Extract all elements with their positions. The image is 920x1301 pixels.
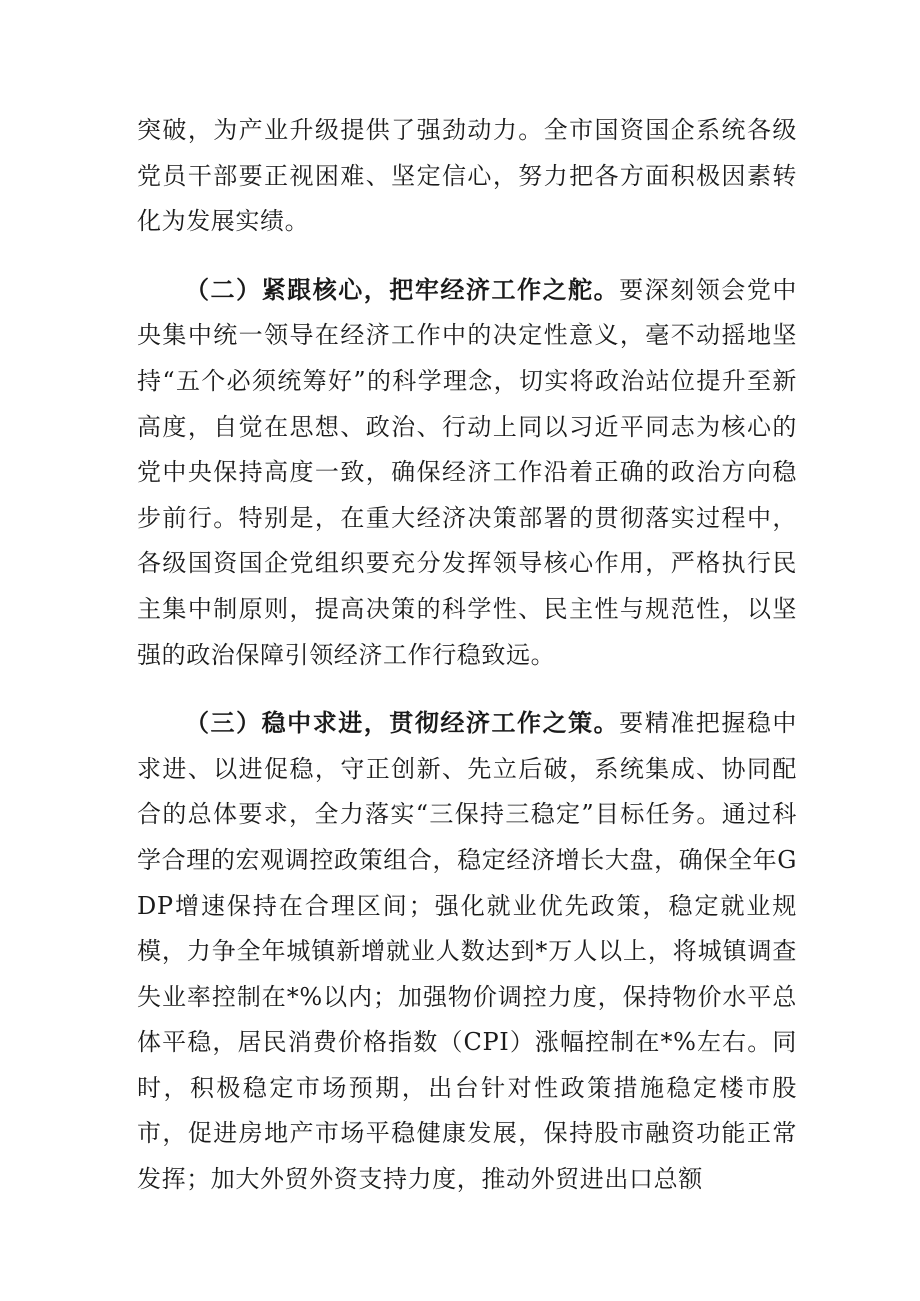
section-heading: （二）紧跟核心，把牢经济工作之舵。 [185,274,620,304]
paragraph-text: 突破，为产业升级提供了强劲动力。全市国资国企系统各级党员干部要正视困难、坚定信心，努力把各方面积极因素转化为发展实绩。 [137,116,797,236]
paragraph-section-three [137,700,797,1203]
document-page [137,108,797,1203]
paragraph-text: 要深刻领会党中央集中统一领导在经济工作中的决定性意义，毫不动摇地坚持“五个必须统筹好”的科学理念，切实将政治站位提升至新高度，自觉在思想、政治、行动上同以习近平同志为核心的党中央保持高度一致，确保经济工作沿着正确的政治方向稳步前行。特别是，在重大经济决策部署的贯彻落实过程中，各级国资国企党组织要充分发挥领导核心作用，严格执行民主集中制原则，提高决策的科学性、民主性与规范性，以坚强的政治保障引领经济工作行稳致远。 [137,275,798,669]
paragraph-continuation [137,108,797,245]
paragraph-text: 要精准把握稳中求进、以进促稳，守正创新、先立后破，系统集成、协同配合的总体要求，全力落实“三保持三稳定”目标任务。通过科学合理的宏观调控政策组合，稳定经济增长大盘，确保全年GDP增速保持在合理区间；强化就业优先政策，稳定就业规模，力争全年城镇新增就业人数达到*万人以上，将城镇调查失业率控制在*%以内；加强物价调控力度，保持物价水平总体平稳，居民消费价格指数（CPI）涨幅控制在*%左右。同时，积极稳定市场预期，出台针对性政策措施稳定楼市股市，促进房地产市场平稳健康发展，保持股市融资功能正常发挥；加大外贸外资支持力度，推动外贸进出口总额 [137,709,798,1194]
section-heading: （三）稳中求进，贯彻经济工作之策。 [185,708,620,738]
paragraph-section-two [137,267,797,678]
